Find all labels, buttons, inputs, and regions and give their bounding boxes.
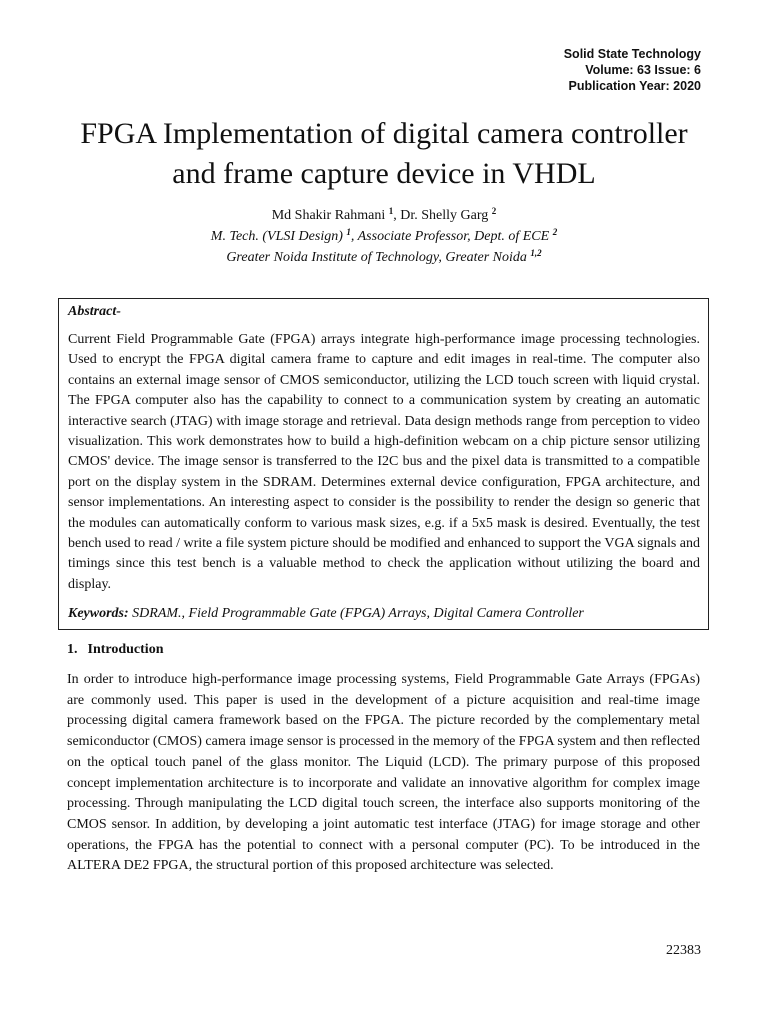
author-institution	[40, 247, 728, 268]
affiliation-2: , Associate Professor, Dept. of ECE	[350, 229, 550, 244]
affiliation-1-superscript: 1	[346, 227, 351, 237]
abstract-text: Current Field Programmable Gate (FPGA) arrays integrate high-performance image processing technologies. Used to encrypt the FPGA digital camera frame to capture and edit images in real-time. The computer also contains an external image sensor of CMOS semiconductor, utilizing the LCD touch screen with liquid crystal. The FPGA computer also has the capability to connect to a communication system by creating an automatic interactive search (JTAG) with image storage and retrieval. Data design methods range from perception to video visualization. This work demonstrates how to build a high-definition webcam on a chip picture sensor utilizing CMOS' device. The image sensor is transferred to the I2C bus and the pixel data is transmitted to a compatible port on the display system in the SDRAM. Determines external device configuration, FPGA architecture, and sensor implementations. An interesting aspect to consider is the possibility to render the design so generic that the modules can automatically conform to various mask sizes, e.g. if a 5x5 mask is desired. Eventually, the test bench used to read / write a file system picture should be modified and enhanced to support the VGA signals and timings since this test bench is a valuable method to check the application without utilizing the board and display.	[68, 332, 700, 592]
abstract-heading: Abstract-	[68, 304, 121, 319]
affiliation-2-superscript: 2	[552, 227, 558, 237]
author-2-superscript: 2	[491, 206, 497, 216]
affiliation-1: M. Tech. (VLSI Design)	[210, 229, 343, 244]
volume-issue: Volume: 63 Issue: 6	[585, 63, 701, 77]
section-number: 1.	[67, 642, 78, 657]
publication-year: Publication Year: 2020	[568, 79, 701, 93]
journal-name: Solid State Technology	[563, 47, 701, 61]
journal-header	[564, 46, 701, 94]
keywords-label: Keywords:	[68, 606, 129, 622]
author-2-name: Dr. Shelly Garg	[400, 208, 489, 223]
author-1-superscript: 1	[388, 206, 394, 216]
author-block	[40, 205, 728, 268]
author-names	[40, 205, 728, 226]
section-title: Introduction	[87, 642, 164, 657]
title-line-2: and frame capture device in VHDL	[172, 157, 596, 190]
institution-name: Greater Noida Institute of Technology, Greater Noida	[226, 250, 527, 265]
keywords-line	[68, 605, 700, 623]
author-separator: ,	[393, 208, 401, 223]
introduction-paragraph: In order to introduce high-performance image processing systems, Field Programmable Gate Arrays (FPGAs) are commonly used. This paper is used in the development of a picture acquisition and real-time image processing digital camera framework based on the FPGA. The picture recorded by the complementary metal semiconductor (CMOS) camera image sensor is processed in the memory of the FPGA system and then reflected on the optical touch panel of the glass monitor. The Liquid (LCD). The primary purpose of this proposed concept implementation architecture is to incorporate and validate an innovative algorithm for complex image processing. Through manipulating the LCD digital touch screen, the interface also supports monitoring of the CMOS sensor. In addition, by developing a joint automatic test interface (JTAG) for image storage and other operations, the FPGA has the potential to connect with a personal computer (PC). To be introduced in the ALTERA DE2 FPGA, the structural portion of this proposed architecture was selected.	[67, 672, 700, 874]
abstract-box	[58, 298, 709, 630]
title-line-1: FPGA Implementation of digital camera controller	[80, 117, 688, 150]
paper-title	[40, 114, 728, 194]
section-heading-introduction	[67, 641, 163, 659]
page-number: 22383	[666, 943, 701, 958]
institution-superscript: 1,2	[530, 248, 542, 258]
author-1-name: Md Shakir Rahmani	[271, 208, 386, 223]
keywords-text: SDRAM., Field Programmable Gate (FPGA) Arrays, Digital Camera Controller	[128, 606, 584, 622]
author-affiliations	[40, 226, 728, 247]
